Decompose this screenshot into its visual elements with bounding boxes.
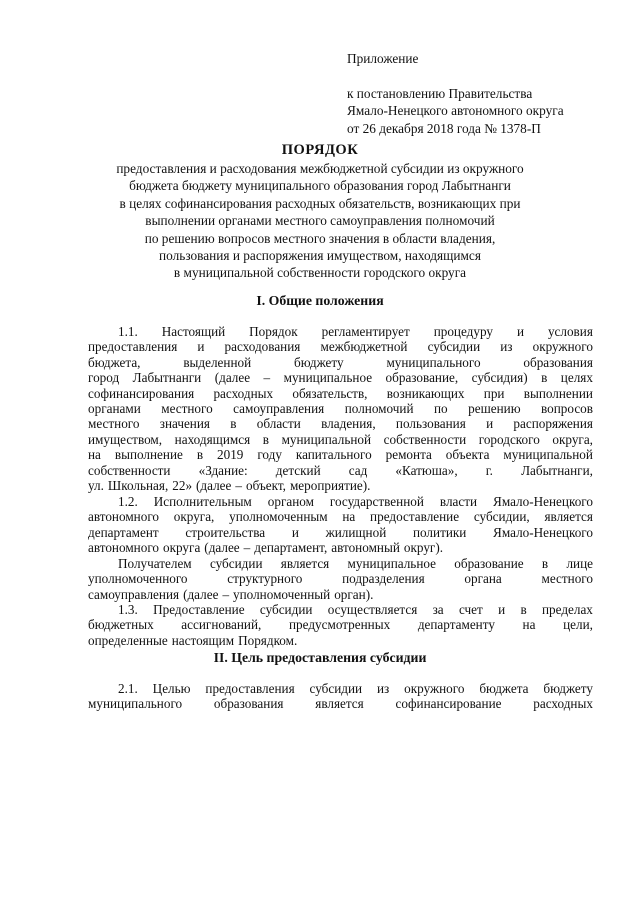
paragraph-line: 2.1. Целью предоставления субсидии из окружного бюджета бюджету (118, 681, 593, 696)
paragraph-line: определенные настоящим Порядком. (88, 632, 298, 648)
appendix-label: Приложение (347, 51, 419, 66)
paragraph-line: на выполнение в 2019 году капитального ремонта объекта муниципальной (88, 447, 593, 463)
paragraph-2-1 (88, 681, 593, 712)
paragraph-line: собственности «Здание: детский сад «Катюша», г. Лабытнанги, (88, 462, 593, 478)
subtitle-line: пользования и распоряжения имуществом, находящимся (159, 248, 481, 264)
paragraph-line: город Лабытнанги (далее – муниципальное образование, субсидия) в целях (88, 370, 593, 386)
paragraph-line: бюджетных ассигнований, предусмотренных департаменту на цели, (88, 617, 593, 633)
subtitle-line: бюджета бюджету муниципального образования город Лабытнанги (129, 178, 511, 194)
paragraph-line: бюджета, выделенной бюджету муниципального образования (88, 354, 593, 370)
subtitle-line: выполнении органами местного самоуправления полномочий (145, 213, 495, 229)
paragraph-line: 1.1. Настоящий Порядок регламентирует процедуру и условия (118, 324, 593, 339)
paragraph-recipient (88, 556, 593, 602)
paragraph-line: автономного округа (далее – департамент, автономный округ). (88, 540, 444, 556)
paragraph-line: муниципального образования является софинансирование расходных (88, 696, 593, 712)
paragraph-line: самоуправления (далее – уполномоченный орган). (88, 586, 374, 602)
paragraph-line: ул. Школьная, 22» (далее – объект, мероприятие). (88, 477, 371, 493)
paragraph-line: органами местного самоуправления полномочий по решению вопросов (88, 400, 593, 416)
paragraph-1-2 (88, 494, 593, 556)
paragraph-1-1 (88, 324, 593, 493)
paragraph-line: Получателем субсидии является муниципальное образование в лице (118, 556, 593, 571)
appendix-block (347, 50, 564, 137)
document-subtitle (60, 160, 580, 282)
appendix-line: к постановлению Правительства (347, 85, 533, 101)
paragraph-line: имуществом, находящимся в муниципальной собственности городского округа, (88, 431, 593, 447)
subtitle-line: предоставления и расходования межбюджетной субсидии из окружного (116, 161, 524, 176)
subtitle-line: по решению вопросов местного значения в области владения, (144, 230, 496, 246)
section-heading: I. Общие положения (256, 293, 384, 308)
paragraph-line: 1.2. Исполнительным органом государственной власти Ямало-Ненецкого (118, 494, 593, 509)
paragraph-line: софинансирования расходных обязательств, возникающих при выполнении (88, 385, 593, 401)
paragraph-line: местного значения в области владения, пользования и распоряжения (88, 416, 593, 432)
paragraph-line: 1.3. Предоставление субсидии осуществляется за счет и в пределах (118, 602, 593, 617)
document-title: ПОРЯДОК (281, 142, 359, 158)
subtitle-line: в целях софинансирования расходных обязательств, возникающих при (119, 195, 521, 211)
subtitle-line: в муниципальной собственности городского округа (173, 265, 467, 281)
paragraph-line: автономного округа, уполномоченным на предоставление субсидии, является (88, 509, 593, 525)
appendix-line: от 26 декабря 2018 года № 1378-П (347, 120, 541, 136)
paragraph-1-3 (88, 602, 593, 648)
appendix-line: Ямало-Ненецкого автономного округа (347, 103, 564, 118)
paragraph-line: уполномоченного структурного подразделения органа местного (88, 571, 593, 587)
paragraph-line: предоставления и расходования межбюджетной субсидии из окружного (88, 339, 593, 355)
section-heading: II. Цель предоставления субсидии (213, 650, 427, 665)
paragraph-line: департамент строительства и жилищной политики Ямало-Ненецкого (88, 524, 593, 540)
